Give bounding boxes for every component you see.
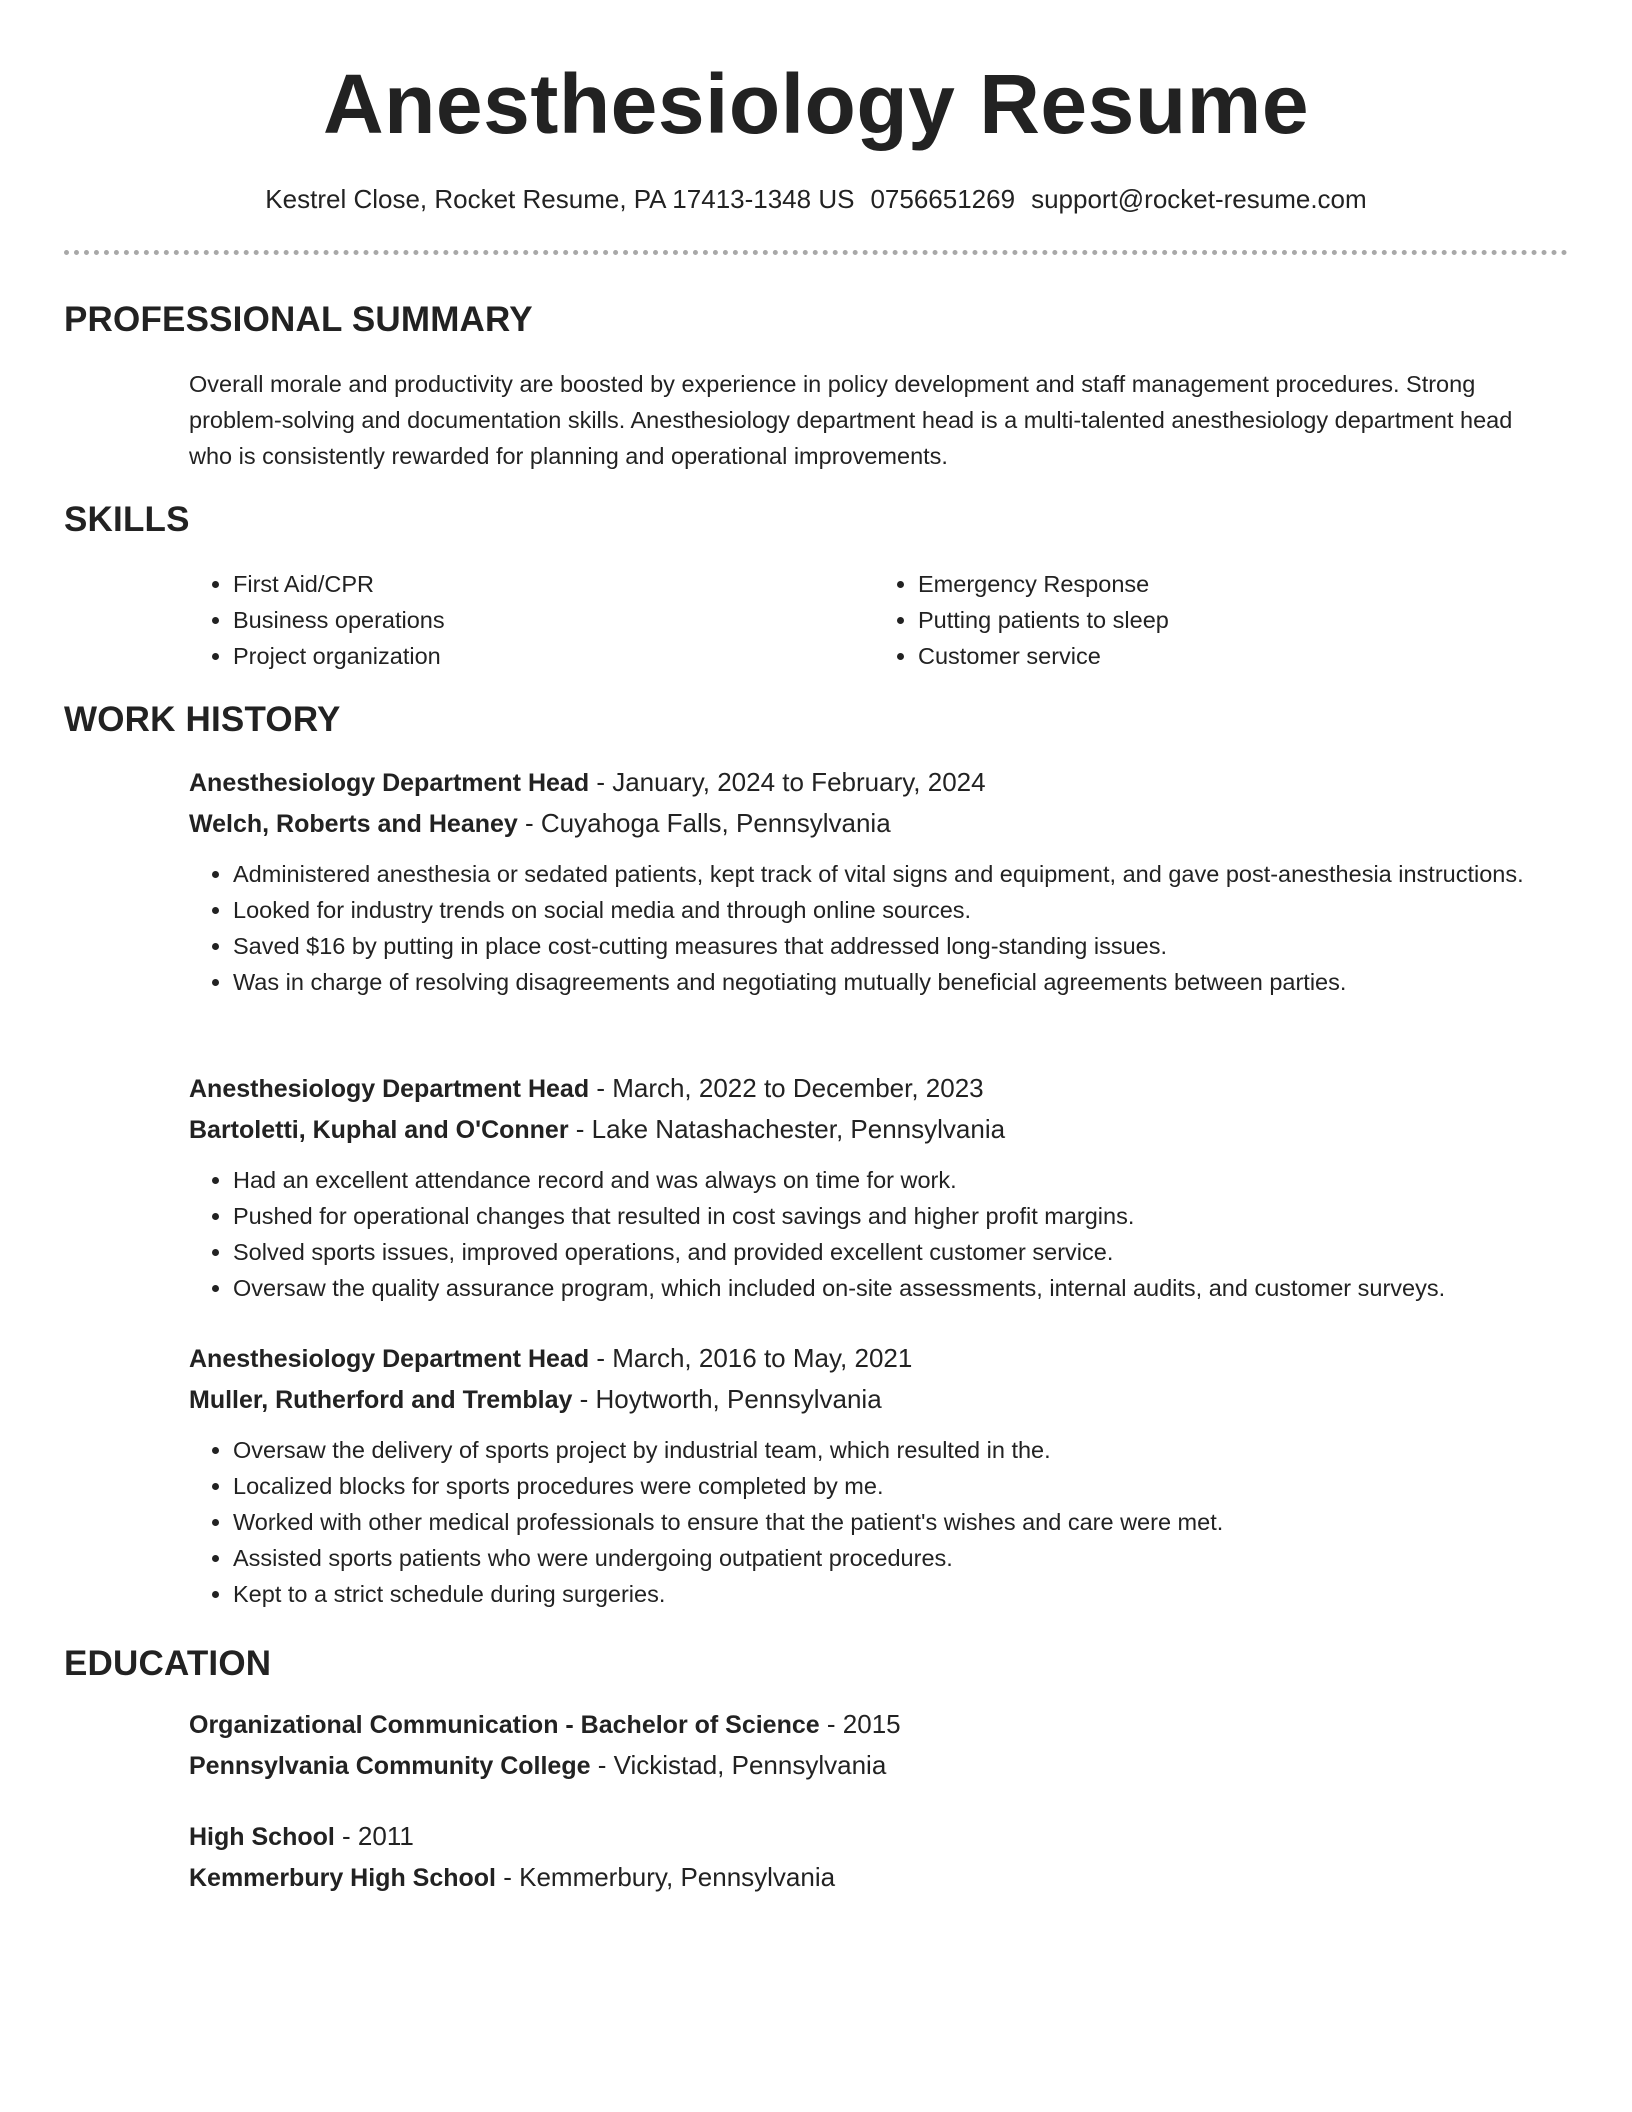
- job-bullets: [189, 856, 1559, 1000]
- job-dates: - March, 2016 to May, 2021: [589, 1343, 913, 1373]
- address: Kestrel Close, Rocket Resume, PA 17413-1348 US: [265, 184, 855, 214]
- education-entry: [189, 1704, 1559, 1786]
- skill-item: • Customer service: [918, 638, 1559, 674]
- job-location: - Lake Natashachester, Pennsylvania: [568, 1114, 1006, 1144]
- job-title-line: [189, 1338, 1559, 1379]
- job-company-line: [189, 1109, 1559, 1150]
- section-title-skills: SKILLS: [64, 500, 190, 539]
- skill-item: • Project organization: [233, 638, 874, 674]
- skills-list: [189, 566, 1559, 674]
- job-bullet: • Worked with other medical professionals to ensure that the patient's wishes and care were met.: [233, 1504, 1559, 1540]
- job-dates: - January, 2024 to February, 2024: [589, 767, 986, 797]
- skills-column-left: [189, 566, 874, 674]
- job-role: Anesthesiology Department Head: [189, 769, 590, 797]
- job-bullet: • Had an excellent attendance record and was always on time for work.: [233, 1162, 1559, 1198]
- skills-column-right: [874, 566, 1559, 674]
- skill-item: • Emergency Response: [918, 566, 1559, 602]
- job-bullet: • Looked for industry trends on social media and through online sources.: [233, 892, 1559, 928]
- edu-location: - Kemmerbury, Pennsylvania: [496, 1862, 836, 1892]
- edu-degree: High School: [189, 1823, 335, 1851]
- education-entry: [189, 1816, 1559, 1898]
- section-title-summary: PROFESSIONAL SUMMARY: [64, 300, 533, 339]
- job-company: Muller, Rutherford and Tremblay: [189, 1386, 573, 1414]
- skill-item: • Business operations: [233, 602, 874, 638]
- job-location: - Hoytworth, Pennsylvania: [572, 1384, 882, 1414]
- job-bullet: • Localized blocks for sports procedures were completed by me.: [233, 1468, 1559, 1504]
- job-bullet: • Pushed for operational changes that resulted in cost savings and higher profit margins.: [233, 1198, 1559, 1234]
- job-bullets: [189, 1432, 1559, 1612]
- job-bullet: • Oversaw the quality assurance program, which included on-site assessments, internal audits, and customer surveys.: [233, 1270, 1559, 1306]
- phone: 0756651269: [870, 184, 1016, 214]
- job-entry: [189, 1068, 1559, 1306]
- job-entry: [189, 1338, 1559, 1612]
- job-title-line: [189, 1068, 1559, 1109]
- job-company-line: [189, 1379, 1559, 1420]
- job-bullets: [189, 1162, 1559, 1306]
- job-bullet: • Solved sports issues, improved operations, and provided excellent customer service.: [233, 1234, 1559, 1270]
- edu-school-line: [189, 1857, 1559, 1898]
- skill-item: • Putting patients to sleep: [918, 602, 1559, 638]
- edu-year: - 2011: [334, 1821, 414, 1851]
- job-title-line: [189, 762, 1559, 803]
- section-title-education: EDUCATION: [64, 1644, 272, 1683]
- job-role: Anesthesiology Department Head: [189, 1075, 590, 1103]
- edu-location: - Vickistad, Pennsylvania: [590, 1750, 887, 1780]
- section-title-work: WORK HISTORY: [64, 700, 341, 739]
- job-company: Bartoletti, Kuphal and O'Conner: [189, 1116, 569, 1144]
- edu-year: - 2015: [819, 1709, 901, 1739]
- skill-item: • First Aid/CPR: [233, 566, 874, 602]
- job-dates: - March, 2022 to December, 2023: [589, 1073, 984, 1103]
- edu-school: Pennsylvania Community College: [189, 1752, 591, 1780]
- job-bullet: • Oversaw the delivery of sports project by industrial team, which resulted in the.: [233, 1432, 1559, 1468]
- job-bullet: • Assisted sports patients who were undergoing outpatient procedures.: [233, 1540, 1559, 1576]
- summary-text: Overall morale and productivity are boosted by experience in policy development and staff management procedures. Strong problem-solving and documentation skills. Anesthesiology department head is a multi-talented anesthesiology department head who is consistently rewarded for planning and operational improvements.: [189, 371, 1513, 469]
- job-company: Welch, Roberts and Heaney: [189, 810, 518, 838]
- edu-degree-line: [189, 1704, 1559, 1745]
- email: support@rocket-resume.com: [1031, 184, 1367, 214]
- header-divider: [64, 250, 1568, 255]
- job-bullet: • Administered anesthesia or sedated patients, kept track of vital signs and equipment, and gave post-anesthesia instructions.: [233, 856, 1559, 892]
- edu-school-line: [189, 1745, 1559, 1786]
- job-location: - Cuyahoga Falls, Pennsylvania: [517, 808, 891, 838]
- resume-title: Anesthesiology Resume: [322, 57, 1310, 151]
- edu-degree-line: [189, 1816, 1559, 1857]
- edu-school: Kemmerbury High School: [189, 1864, 496, 1892]
- job-bullet: • Kept to a strict schedule during surgeries.: [233, 1576, 1559, 1612]
- job-role: Anesthesiology Department Head: [189, 1345, 590, 1373]
- edu-degree: Organizational Communication - Bachelor of Science: [189, 1711, 820, 1739]
- job-bullet: • Saved $16 by putting in place cost-cutting measures that addressed long-standing issues.: [233, 928, 1559, 964]
- job-company-line: [189, 803, 1559, 844]
- contact-line: [0, 182, 1632, 216]
- job-entry: [189, 762, 1559, 1000]
- job-bullet: • Was in charge of resolving disagreements and negotiating mutually beneficial agreements between parties.: [233, 964, 1559, 1000]
